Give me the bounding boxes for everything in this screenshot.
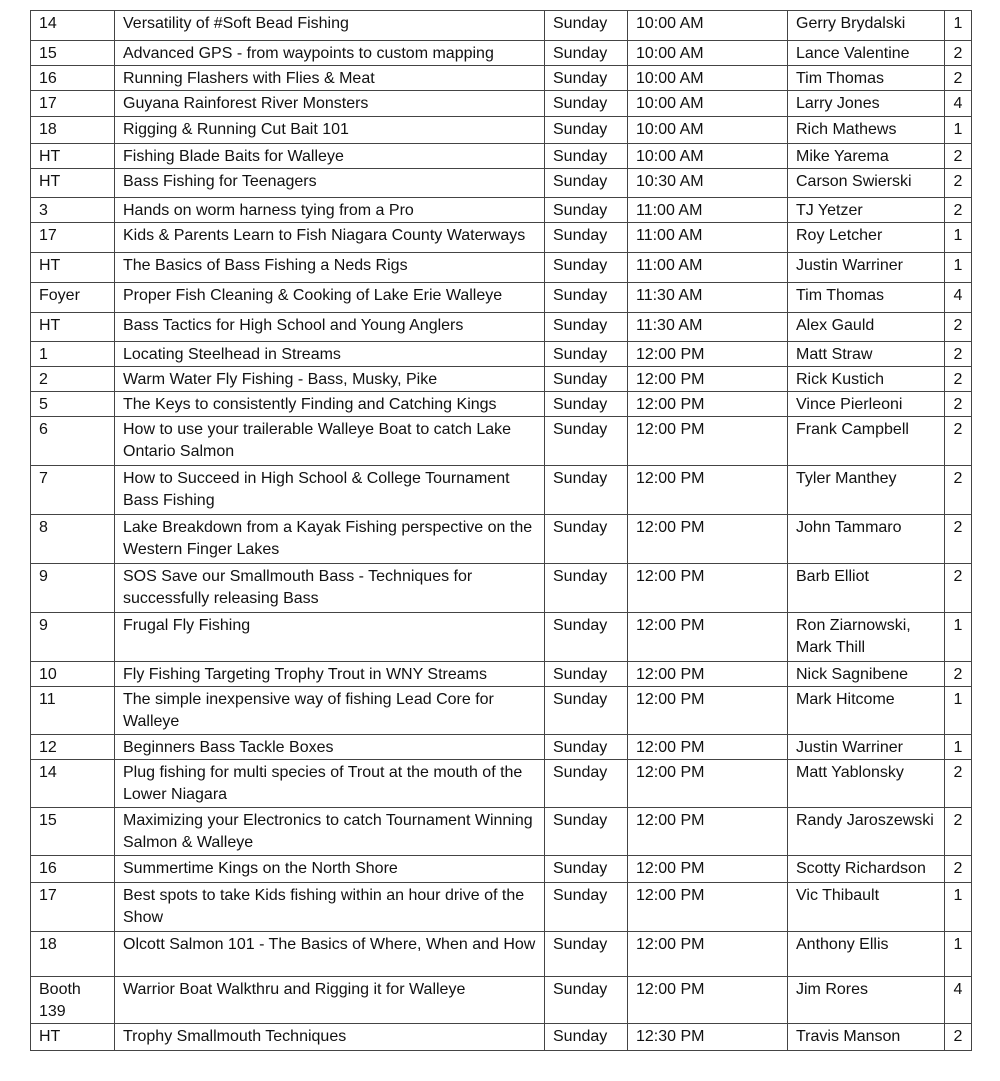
time-cell: 11:00 AM [628,223,788,253]
presenter-cell: Rick Kustich [788,367,945,392]
time-cell: 12:00 PM [628,342,788,367]
day-cell: Sunday [545,253,628,283]
seminar-title-cell: Running Flashers with Flies & Meat [115,66,545,91]
table-row [31,11,972,41]
room-cell: 3 [31,198,115,223]
presenter-cell: Travis Manson [788,1024,945,1051]
count-cell: 2 [945,313,972,342]
room-cell: 8 [31,515,115,564]
presenter-cell: Ron Ziarnowski, Mark Thill [788,613,945,662]
day-cell: Sunday [545,367,628,392]
presenter-cell: Tyler Manthey [788,466,945,515]
room-cell: 2 [31,367,115,392]
room-cell: 18 [31,932,115,977]
room-cell: 17 [31,883,115,932]
time-cell: 12:00 PM [628,466,788,515]
table-row [31,883,972,932]
table-row [31,144,972,169]
time-cell: 12:00 PM [628,932,788,977]
seminar-title-cell: Trophy Smallmouth Techniques [115,1024,545,1051]
room-cell: 5 [31,392,115,417]
time-cell: 10:00 AM [628,117,788,144]
time-cell: 12:00 PM [628,515,788,564]
count-cell: 4 [945,977,972,1024]
seminar-title-cell: Hands on worm harness tying from a Pro [115,198,545,223]
seminar-title-cell: Proper Fish Cleaning & Cooking of Lake Erie Walleye [115,283,545,313]
room-cell: 6 [31,417,115,466]
table-row [31,223,972,253]
seminar-title-cell: How to use your trailerable Walleye Boat to catch Lake Ontario Salmon [115,417,545,466]
day-cell: Sunday [545,977,628,1024]
room-cell: 15 [31,41,115,66]
presenter-cell: Lance Valentine [788,41,945,66]
table-row [31,466,972,515]
seminar-title-cell: The Basics of Bass Fishing a Neds Rigs [115,253,545,283]
day-cell: Sunday [545,856,628,883]
presenter-cell: Mike Yarema [788,144,945,169]
day-cell: Sunday [545,11,628,41]
seminar-title-cell: Kids & Parents Learn to Fish Niagara County Waterways [115,223,545,253]
table-row [31,856,972,883]
seminar-title-cell: Lake Breakdown from a Kayak Fishing perspective on the Western Finger Lakes [115,515,545,564]
seminar-title-cell: Plug fishing for multi species of Trout at the mouth of the Lower Niagara [115,760,545,808]
presenter-cell: Roy Letcher [788,223,945,253]
day-cell: Sunday [545,223,628,253]
presenter-cell: Anthony Ellis [788,932,945,977]
presenter-cell: Scotty Richardson [788,856,945,883]
room-cell: 18 [31,117,115,144]
presenter-cell: John Tammaro [788,515,945,564]
table-row [31,117,972,144]
table-row [31,515,972,564]
presenter-cell: Rich Mathews [788,117,945,144]
time-cell: 10:00 AM [628,41,788,66]
day-cell: Sunday [545,169,628,198]
presenter-cell: Justin Warriner [788,735,945,760]
count-cell: 2 [945,760,972,808]
count-cell: 2 [945,417,972,466]
time-cell: 10:00 AM [628,144,788,169]
day-cell: Sunday [545,564,628,613]
count-cell: 2 [945,662,972,687]
room-cell: 16 [31,856,115,883]
room-cell: HT [31,313,115,342]
room-cell: 15 [31,808,115,856]
count-cell: 1 [945,883,972,932]
count-cell: 2 [945,367,972,392]
seminar-title-cell: Best spots to take Kids fishing within an hour drive of the Show [115,883,545,932]
count-cell: 2 [945,41,972,66]
time-cell: 12:00 PM [628,883,788,932]
seminar-title-cell: Rigging & Running Cut Bait 101 [115,117,545,144]
time-cell: 12:00 PM [628,977,788,1024]
presenter-cell: Gerry Brydalski [788,11,945,41]
table-row [31,613,972,662]
count-cell: 2 [945,1024,972,1051]
table-row [31,313,972,342]
table-row [31,41,972,66]
presenter-cell: Alex Gauld [788,313,945,342]
presenter-cell: Tim Thomas [788,66,945,91]
presenter-cell: Carson Swierski [788,169,945,198]
count-cell: 4 [945,91,972,117]
count-cell: 1 [945,11,972,41]
count-cell: 4 [945,283,972,313]
seminar-schedule-table [30,10,972,1051]
time-cell: 12:00 PM [628,613,788,662]
presenter-cell: Vic Thibault [788,883,945,932]
room-cell: 10 [31,662,115,687]
seminar-title-cell: Warm Water Fly Fishing - Bass, Musky, Pike [115,367,545,392]
presenter-cell: Jim Rores [788,977,945,1024]
time-cell: 12:00 PM [628,417,788,466]
count-cell: 2 [945,808,972,856]
day-cell: Sunday [545,932,628,977]
count-cell: 1 [945,932,972,977]
table-row [31,735,972,760]
room-cell: 14 [31,760,115,808]
table-row [31,932,972,977]
table-row [31,367,972,392]
room-cell: 11 [31,687,115,735]
day-cell: Sunday [545,117,628,144]
seminar-title-cell: Advanced GPS - from waypoints to custom mapping [115,41,545,66]
day-cell: Sunday [545,91,628,117]
count-cell: 2 [945,466,972,515]
seminar-title-cell: Maximizing your Electronics to catch Tournament Winning Salmon & Walleye [115,808,545,856]
presenter-cell: Matt Yablonsky [788,760,945,808]
seminar-title-cell: The simple inexpensive way of fishing Lead Core for Walleye [115,687,545,735]
time-cell: 11:30 AM [628,283,788,313]
table-row [31,283,972,313]
room-cell: 7 [31,466,115,515]
count-cell: 2 [945,198,972,223]
count-cell: 1 [945,613,972,662]
time-cell: 12:00 PM [628,564,788,613]
seminar-title-cell: Bass Fishing for Teenagers [115,169,545,198]
seminar-title-cell: The Keys to consistently Finding and Catching Kings [115,392,545,417]
presenter-cell: Frank Campbell [788,417,945,466]
table-row [31,342,972,367]
presenter-cell: Mark Hitcome [788,687,945,735]
seminar-title-cell: Locating Steelhead in Streams [115,342,545,367]
table-row [31,91,972,117]
table-row [31,417,972,466]
time-cell: 10:00 AM [628,66,788,91]
day-cell: Sunday [545,1024,628,1051]
presenter-cell: TJ Yetzer [788,198,945,223]
presenter-cell: Nick Sagnibene [788,662,945,687]
table-row [31,760,972,808]
room-cell: 9 [31,613,115,662]
day-cell: Sunday [545,662,628,687]
time-cell: 11:00 AM [628,253,788,283]
table-row [31,808,972,856]
count-cell: 1 [945,223,972,253]
day-cell: Sunday [545,417,628,466]
table-row [31,687,972,735]
room-cell: Foyer [31,283,115,313]
count-cell: 1 [945,117,972,144]
time-cell: 12:00 PM [628,392,788,417]
seminar-title-cell: Fly Fishing Targeting Trophy Trout in WNY Streams [115,662,545,687]
count-cell: 2 [945,66,972,91]
day-cell: Sunday [545,613,628,662]
room-cell: 12 [31,735,115,760]
seminar-title-cell: Summertime Kings on the North Shore [115,856,545,883]
seminar-title-cell: Bass Tactics for High School and Young Anglers [115,313,545,342]
day-cell: Sunday [545,41,628,66]
room-cell: Booth 139 [31,977,115,1024]
room-cell: HT [31,169,115,198]
day-cell: Sunday [545,515,628,564]
presenter-cell: Vince Pierleoni [788,392,945,417]
time-cell: 12:00 PM [628,367,788,392]
day-cell: Sunday [545,735,628,760]
count-cell: 2 [945,856,972,883]
room-cell: HT [31,144,115,169]
presenter-cell: Barb Elliot [788,564,945,613]
count-cell: 2 [945,515,972,564]
seminar-title-cell: Olcott Salmon 101 - The Basics of Where, When and How [115,932,545,977]
count-cell: 2 [945,564,972,613]
presenter-cell: Justin Warriner [788,253,945,283]
room-cell: 1 [31,342,115,367]
schedule-body [31,11,972,1051]
seminar-title-cell: How to Succeed in High School & College Tournament Bass Fishing [115,466,545,515]
presenter-cell: Larry Jones [788,91,945,117]
room-cell: 16 [31,66,115,91]
table-row [31,253,972,283]
room-cell: HT [31,253,115,283]
count-cell: 2 [945,144,972,169]
day-cell: Sunday [545,392,628,417]
room-cell: 14 [31,11,115,41]
day-cell: Sunday [545,342,628,367]
table-row [31,1024,972,1051]
time-cell: 12:00 PM [628,760,788,808]
presenter-cell: Randy Jaroszewski [788,808,945,856]
table-row [31,198,972,223]
presenter-cell: Matt Straw [788,342,945,367]
presenter-cell: Tim Thomas [788,283,945,313]
count-cell: 2 [945,169,972,198]
table-row [31,66,972,91]
seminar-title-cell: Frugal Fly Fishing [115,613,545,662]
day-cell: Sunday [545,283,628,313]
day-cell: Sunday [545,466,628,515]
day-cell: Sunday [545,687,628,735]
seminar-title-cell: Fishing Blade Baits for Walleye [115,144,545,169]
count-cell: 1 [945,253,972,283]
count-cell: 2 [945,342,972,367]
time-cell: 10:30 AM [628,169,788,198]
day-cell: Sunday [545,144,628,169]
table-row [31,564,972,613]
day-cell: Sunday [545,66,628,91]
day-cell: Sunday [545,198,628,223]
room-cell: 17 [31,91,115,117]
time-cell: 11:30 AM [628,313,788,342]
count-cell: 1 [945,735,972,760]
room-cell: HT [31,1024,115,1051]
time-cell: 10:00 AM [628,11,788,41]
time-cell: 12:00 PM [628,735,788,760]
time-cell: 12:00 PM [628,808,788,856]
room-cell: 9 [31,564,115,613]
table-row [31,662,972,687]
seminar-title-cell: Beginners Bass Tackle Boxes [115,735,545,760]
time-cell: 10:00 AM [628,91,788,117]
time-cell: 12:00 PM [628,856,788,883]
room-cell: 17 [31,223,115,253]
seminar-title-cell: Warrior Boat Walkthru and Rigging it for Walleye [115,977,545,1024]
day-cell: Sunday [545,808,628,856]
table-row [31,169,972,198]
time-cell: 12:00 PM [628,687,788,735]
day-cell: Sunday [545,760,628,808]
time-cell: 12:00 PM [628,662,788,687]
count-cell: 1 [945,687,972,735]
time-cell: 11:00 AM [628,198,788,223]
time-cell: 12:30 PM [628,1024,788,1051]
count-cell: 2 [945,392,972,417]
seminar-title-cell: SOS Save our Smallmouth Bass - Techniques for successfully releasing Bass [115,564,545,613]
seminar-title-cell: Guyana Rainforest River Monsters [115,91,545,117]
table-row [31,977,972,1024]
table-row [31,392,972,417]
day-cell: Sunday [545,883,628,932]
day-cell: Sunday [545,313,628,342]
seminar-title-cell: Versatility of #Soft Bead Fishing [115,11,545,41]
